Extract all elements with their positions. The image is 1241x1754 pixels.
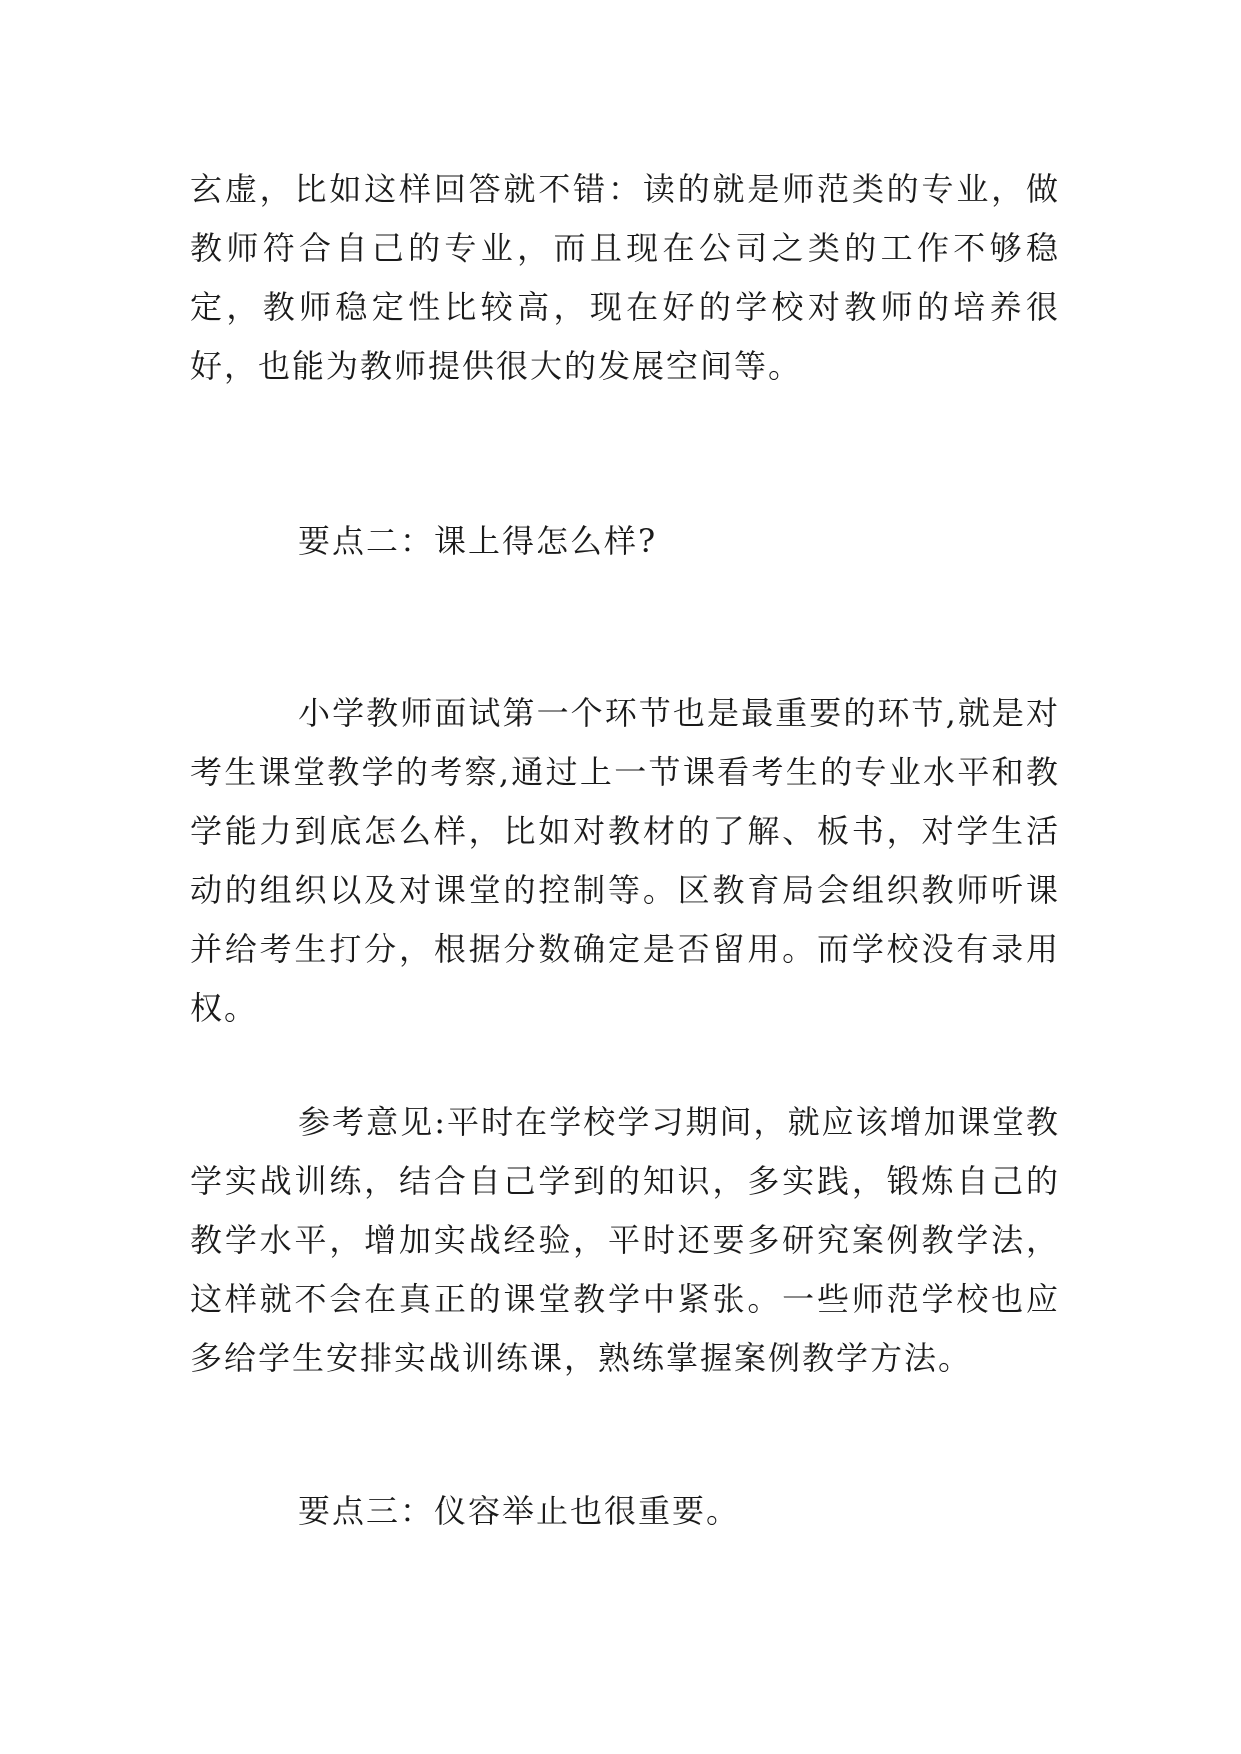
section-heading-point-three: 要点三：仪容举止也很重要。	[298, 1492, 741, 1530]
paragraph-reference-advice: 参考意见:平时在学校学习期间，就应该增加课堂教学实战训练，结合自己学到的知识，多实践，锻炼自己的教学水平，增加实战经验，平时还要多研究案例教学法，这样就不会在真正的课堂教学中紧张。一些师范学校也应多给学生安排实战训练课，熟练掌握案例教学方法。	[190, 1103, 1060, 1377]
section-heading-point-two: 要点二：课上得怎么样?	[298, 522, 658, 560]
paragraph-continuation: 玄虚，比如这样回答就不错：读的就是师范类的专业，做教师符合自己的专业，而且现在公司之类的工作不够稳定，教师稳定性比较高，现在好的学校对教师的培养很好，也能为教师提供很大的发展空间等。	[190, 170, 1060, 385]
paragraph-interview-lesson: 小学教师面试第一个环节也是最重要的环节,就是对考生课堂教学的考察,通过上一节课看考生的专业水平和教学能力到底怎么样，比如对教材的了解、板书，对学生活动的组织以及对课堂的控制等。区教育局会组织教师听课并给考生打分，根据分数确定是否留用。而学校没有录用权。	[190, 694, 1060, 1027]
